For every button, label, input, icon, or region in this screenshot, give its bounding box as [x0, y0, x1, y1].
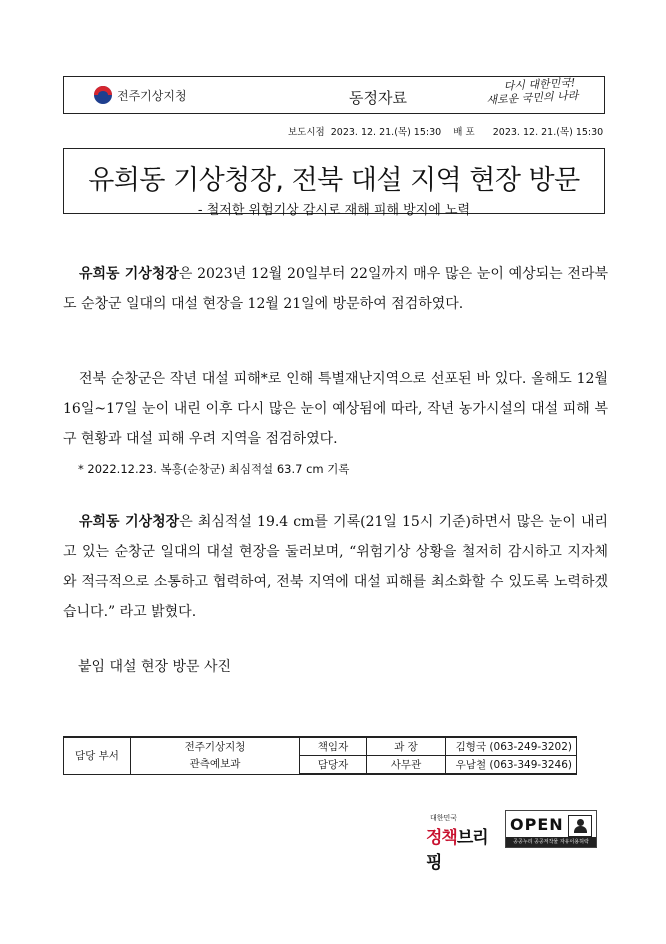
taegeuk-emblem-icon — [94, 86, 112, 104]
paragraph-1 — [63, 259, 608, 319]
paragraph-1-subject: 유희동 기상청장 — [79, 266, 179, 282]
policy-briefing-logo — [426, 813, 498, 873]
person-cell: 김형국 (063-249-3202) — [446, 737, 577, 756]
contact-table — [63, 736, 577, 775]
slogan — [473, 75, 604, 108]
paragraph-2-body: 전북 순창군은 작년 대설 피해*로 인해 특별재난지역으로 선포된 바 있다. 올해도 12월 16일~17일 눈이 내린 이후 다시 많은 눈이 예상됨에 따라, 작년 농가시설의 대설 피해 복구 현황과 대설 피해 우려 지역을 점검하였다. — [63, 371, 608, 447]
table-row — [64, 737, 577, 756]
person-cell: 우남철 (063-349-3246) — [446, 756, 577, 775]
paragraph-1-body: 은 2023년 12월 20일부터 22일까지 매우 많은 눈이 예상되는 전라북도 순창군 일대의 대설 현장을 12월 21일에 방문하여 점검하였다. — [63, 266, 608, 312]
policy-logo-black-text: 브리핑 — [426, 828, 488, 873]
dept-label-cell: 담당 부서 — [64, 737, 131, 774]
header-box — [63, 76, 605, 114]
open-logo-word: OPEN — [510, 815, 564, 834]
dept-line-2: 관측예보과 — [189, 757, 241, 770]
page-subtitle: - 철저한 위험기상 감시로 재해 피해 방지에 노력 — [197, 203, 471, 218]
slogan-line-1: 다시 대한민국! — [503, 76, 576, 93]
position-cell: 사무관 — [367, 756, 446, 775]
paragraph-3-subject: 유희동 기상청장 — [79, 514, 180, 530]
open-license-logo — [505, 810, 597, 848]
paragraph-2 — [63, 364, 608, 454]
title-box — [63, 148, 605, 218]
page-title: 유희동 기상청장, 전북 대설 지역 현장 방문 — [88, 165, 580, 196]
policy-logo-red-text: 정책 — [426, 828, 457, 848]
policy-logo-small-text: 대한민국 — [430, 814, 458, 822]
agency-name: 전주기상지청 — [117, 88, 187, 103]
footnote: * 2022.12.23. 복흥(순창군) 최심적설 63.7 cm 기록 — [78, 462, 350, 476]
open-logo-caption: 공공누리 공공저작물 자유이용허락 — [506, 837, 596, 847]
person-icon — [568, 815, 592, 837]
slogan-line-2: 새로운 국민의 나라 — [486, 88, 579, 107]
paragraph-3-body: 은 최심적설 19.4 cm를 기록(21일 15시 기준)하면서 많은 눈이 내리고 있는 순창군 일대의 대설 현장을 둘러보며, “위험기상 상황을 철저히 감시하고 지자체와 적극적으로 소통하고 협력하여, 전북 지역에 대설 피해를 최소화할 수 있도록 노력하겠습니다.” 라고 밝혔다. — [63, 514, 608, 620]
agency-logo — [94, 86, 187, 104]
paragraph-3 — [63, 507, 608, 627]
role-cell: 책임자 — [300, 737, 367, 756]
dept-line-1: 전주기상지청 — [184, 740, 246, 753]
position-cell: 과 장 — [367, 737, 446, 756]
document-type: 동정자료 — [349, 89, 407, 107]
dept-cell — [131, 737, 300, 774]
release-time: 보도시점 2023. 12. 21.(목) 15:30 배 포 2023. 12. 21.(목) 15:30 — [288, 127, 604, 138]
role-cell: 담당자 — [300, 756, 367, 775]
attachment-note: 붙임 대설 현장 방문 사진 — [78, 659, 232, 675]
